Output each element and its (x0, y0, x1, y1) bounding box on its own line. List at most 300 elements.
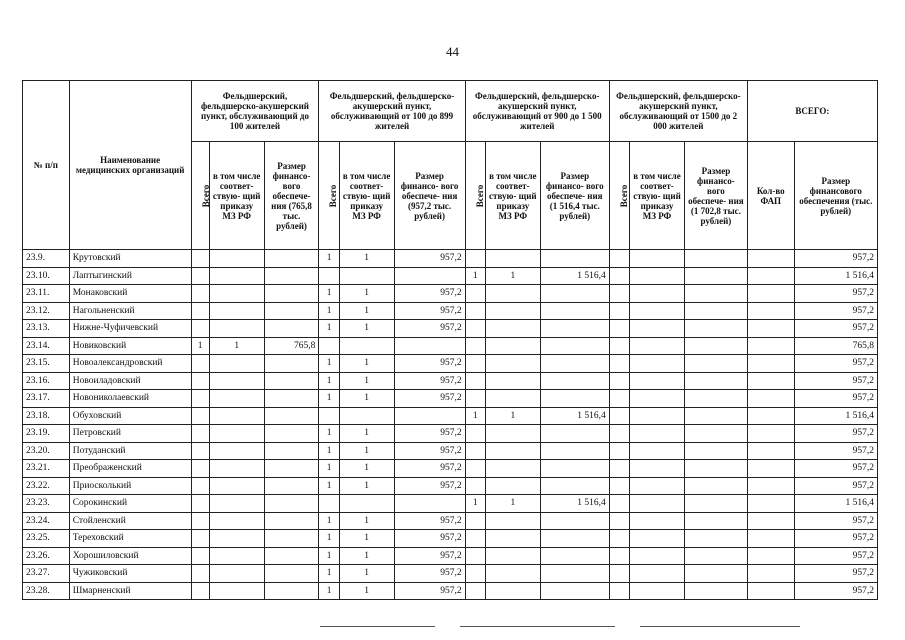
row-cell (630, 372, 685, 390)
row-cell: 957,2 (794, 302, 877, 320)
row-cell: 1 (339, 250, 394, 268)
row-cell (609, 250, 629, 268)
table-row (23, 582, 878, 600)
row-cell (191, 302, 209, 320)
row-cell (339, 267, 394, 285)
row-cell (630, 565, 685, 583)
header-razmer-1: Размер финансо- вого обеспече- ния (765,8 тыс. рублей) (264, 142, 319, 250)
row-cell (465, 285, 485, 303)
row-organization-name: Стойленский (69, 512, 191, 530)
row-cell (609, 337, 629, 355)
table-row (23, 372, 878, 390)
row-cell (191, 495, 209, 513)
row-cell: 957,2 (794, 565, 877, 583)
row-cell (684, 442, 747, 460)
row-cell (630, 337, 685, 355)
row-cell: 1 (319, 355, 339, 373)
header-vsego-2: Всего (319, 142, 339, 250)
row-cell (209, 407, 264, 425)
row-cell (540, 372, 609, 390)
row-cell (209, 495, 264, 513)
row-cell: 1 (191, 337, 209, 355)
row-cell (264, 390, 319, 408)
row-cell (264, 320, 319, 338)
header-vtom-2: в том числе соответ- ствую- щий приказу МЗ РФ (339, 142, 394, 250)
row-cell (191, 267, 209, 285)
row-cell: 1 516,4 (540, 407, 609, 425)
row-cell: 957,2 (394, 547, 465, 565)
row-organization-name: Обуховский (69, 407, 191, 425)
row-cell (485, 565, 540, 583)
row-cell (485, 460, 540, 478)
row-number: 23.11. (23, 285, 70, 303)
row-cell: 1 (465, 495, 485, 513)
row-cell: 957,2 (794, 582, 877, 600)
row-cell (747, 442, 794, 460)
row-cell (485, 285, 540, 303)
row-cell (264, 547, 319, 565)
row-cell: 1 (339, 547, 394, 565)
row-cell (209, 355, 264, 373)
row-cell: 957,2 (394, 565, 465, 583)
table-header (23, 81, 878, 250)
row-cell: 957,2 (394, 355, 465, 373)
row-cell: 1 (319, 302, 339, 320)
header-group-2: Фельдшерский, фельдшерско-акушерский пункт, обслуживающий от 100 до 899 жителей (319, 81, 465, 142)
row-number: 23.13. (23, 320, 70, 338)
row-cell (209, 565, 264, 583)
row-cell (684, 495, 747, 513)
row-cell (684, 320, 747, 338)
row-cell: 957,2 (794, 512, 877, 530)
row-cell: 765,8 (794, 337, 877, 355)
row-cell: 957,2 (394, 582, 465, 600)
header-vtom-4: в том числе соответ- ствую- щий приказу МЗ РФ (630, 142, 685, 250)
row-cell (684, 530, 747, 548)
row-cell (630, 582, 685, 600)
row-number: 23.19. (23, 425, 70, 443)
row-cell (684, 407, 747, 425)
row-cell (609, 495, 629, 513)
row-cell (609, 460, 629, 478)
table-row (23, 477, 878, 495)
row-cell: 957,2 (394, 372, 465, 390)
row-cell (630, 460, 685, 478)
row-cell (684, 372, 747, 390)
row-cell: 1 (465, 267, 485, 285)
row-cell: 957,2 (394, 302, 465, 320)
row-cell: 1 (339, 530, 394, 548)
row-cell: 1 (339, 582, 394, 600)
row-number: 23.22. (23, 477, 70, 495)
row-cell (264, 425, 319, 443)
row-cell: 1 (319, 442, 339, 460)
row-cell (609, 565, 629, 583)
row-cell (630, 442, 685, 460)
row-cell (609, 530, 629, 548)
row-cell (684, 337, 747, 355)
row-cell (684, 302, 747, 320)
row-cell (609, 547, 629, 565)
row-cell: 1 (319, 477, 339, 495)
row-cell (394, 407, 465, 425)
row-cell (684, 547, 747, 565)
row-cell (264, 477, 319, 495)
table-row (23, 337, 878, 355)
row-cell (747, 460, 794, 478)
row-cell (485, 250, 540, 268)
row-cell (191, 425, 209, 443)
row-cell (209, 582, 264, 600)
row-cell (747, 512, 794, 530)
row-cell (609, 390, 629, 408)
row-cell (747, 582, 794, 600)
row-cell (485, 355, 540, 373)
row-organization-name: Нижне-Чуфичевский (69, 320, 191, 338)
row-cell: 957,2 (394, 250, 465, 268)
row-cell: 1 (339, 565, 394, 583)
financing-table (22, 80, 878, 600)
row-cell (747, 320, 794, 338)
row-cell (465, 425, 485, 443)
header-razmer-2: Размер финансо- вого обеспече- ния (957,2 тыс. рублей) (394, 142, 465, 250)
row-cell: 1 (485, 267, 540, 285)
row-number: 23.20. (23, 442, 70, 460)
header-vsego-1: Всего (191, 142, 209, 250)
row-cell: 1 (319, 512, 339, 530)
row-cell (609, 372, 629, 390)
row-organization-name: Крутовский (69, 250, 191, 268)
row-cell (485, 512, 540, 530)
table-row (23, 302, 878, 320)
row-number: 23.12. (23, 302, 70, 320)
row-cell: 1 (339, 302, 394, 320)
row-cell (191, 390, 209, 408)
row-cell (485, 477, 540, 495)
row-cell: 1 (485, 495, 540, 513)
row-cell (264, 372, 319, 390)
row-cell (319, 407, 339, 425)
table-row (23, 530, 878, 548)
row-cell: 957,2 (394, 512, 465, 530)
row-cell (747, 372, 794, 390)
row-number: 23.16. (23, 372, 70, 390)
row-cell: 1 516,4 (794, 495, 877, 513)
row-number: 23.25. (23, 530, 70, 548)
table-row (23, 390, 878, 408)
header-razmer-4: Размер финансо- вого обеспече- ния (1 702,8 тыс. рублей) (684, 142, 747, 250)
row-cell (264, 495, 319, 513)
row-cell (465, 512, 485, 530)
row-cell (209, 460, 264, 478)
row-cell (630, 320, 685, 338)
row-cell: 957,2 (794, 285, 877, 303)
row-number: 23.23. (23, 495, 70, 513)
row-cell (264, 302, 319, 320)
row-cell (630, 267, 685, 285)
row-cell (747, 407, 794, 425)
row-organization-name: Шмарненский (69, 582, 191, 600)
table-row (23, 495, 878, 513)
row-cell (485, 547, 540, 565)
row-cell (540, 460, 609, 478)
row-cell: 957,2 (794, 547, 877, 565)
row-cell (191, 442, 209, 460)
header-group-1: Фельдшерский, фельдшерско-акушерский пункт, обслуживающий до 100 жителей (191, 81, 319, 142)
row-cell: 957,2 (794, 390, 877, 408)
row-cell: 1 (209, 337, 264, 355)
row-cell: 1 (319, 320, 339, 338)
row-cell: 1 (319, 565, 339, 583)
row-cell (465, 355, 485, 373)
header-num: № п/п (23, 81, 70, 250)
row-cell (191, 355, 209, 373)
row-cell: 1 516,4 (540, 267, 609, 285)
row-cell (630, 425, 685, 443)
table-row (23, 285, 878, 303)
row-cell (394, 495, 465, 513)
row-cell (684, 250, 747, 268)
row-cell (209, 530, 264, 548)
row-cell: 1 (339, 372, 394, 390)
row-cell (264, 512, 319, 530)
row-cell (485, 442, 540, 460)
row-cell (209, 390, 264, 408)
row-cell (609, 285, 629, 303)
row-cell: 957,2 (794, 250, 877, 268)
row-cell (191, 582, 209, 600)
header-razmer-3: Размер финансо- вого обеспече- ния (1 516,4 тыс. рублей) (540, 142, 609, 250)
header-group-3: Фельдшерский, фельдшерско-акушерский пункт, обслуживающий от 900 до 1 500 жителей (465, 81, 609, 142)
row-cell (540, 250, 609, 268)
row-cell: 1 (339, 285, 394, 303)
row-cell: 1 (319, 285, 339, 303)
row-cell (609, 302, 629, 320)
row-cell (630, 390, 685, 408)
row-cell (394, 337, 465, 355)
row-cell: 957,2 (794, 477, 877, 495)
row-cell (747, 530, 794, 548)
row-cell (747, 285, 794, 303)
row-cell (465, 372, 485, 390)
row-number: 23.21. (23, 460, 70, 478)
row-cell (630, 355, 685, 373)
row-cell (485, 582, 540, 600)
row-cell: 1 (319, 460, 339, 478)
row-cell: 1 (339, 425, 394, 443)
row-organization-name: Петровский (69, 425, 191, 443)
row-cell (747, 355, 794, 373)
row-cell (209, 425, 264, 443)
table-row (23, 407, 878, 425)
row-cell (264, 442, 319, 460)
header-total: ВСЕГО: (747, 81, 877, 142)
row-cell (264, 407, 319, 425)
row-cell (609, 355, 629, 373)
row-cell (394, 267, 465, 285)
row-cell (339, 337, 394, 355)
row-cell (191, 477, 209, 495)
row-cell (209, 250, 264, 268)
row-cell: 957,2 (394, 390, 465, 408)
row-cell (540, 355, 609, 373)
row-cell (747, 477, 794, 495)
header-vtom-3: в том числе соответ- ствую- щий приказу МЗ РФ (485, 142, 540, 250)
row-cell (264, 582, 319, 600)
row-cell (630, 477, 685, 495)
row-cell: 957,2 (794, 442, 877, 460)
row-cell (209, 267, 264, 285)
row-cell (630, 547, 685, 565)
row-organization-name: Чужиковский (69, 565, 191, 583)
row-organization-name: Приосколький (69, 477, 191, 495)
row-cell (609, 442, 629, 460)
row-cell (485, 530, 540, 548)
row-cell (339, 495, 394, 513)
row-organization-name: Монаковский (69, 285, 191, 303)
row-cell: 957,2 (394, 477, 465, 495)
row-cell (319, 267, 339, 285)
row-cell (747, 425, 794, 443)
table-row (23, 250, 878, 268)
header-vsego-3: Всего (465, 142, 485, 250)
row-cell (609, 582, 629, 600)
row-cell (264, 460, 319, 478)
row-cell (609, 425, 629, 443)
row-cell: 957,2 (794, 530, 877, 548)
row-number: 23.24. (23, 512, 70, 530)
row-organization-name: Преображенский (69, 460, 191, 478)
row-cell (465, 250, 485, 268)
row-number: 23.10. (23, 267, 70, 285)
row-cell (540, 477, 609, 495)
row-cell (630, 250, 685, 268)
table-body (23, 250, 878, 600)
row-cell (540, 390, 609, 408)
row-cell (485, 302, 540, 320)
row-number: 23.9. (23, 250, 70, 268)
row-cell (209, 320, 264, 338)
table-row (23, 460, 878, 478)
row-cell (191, 250, 209, 268)
row-cell: 1 (319, 547, 339, 565)
row-cell: 1 516,4 (540, 495, 609, 513)
row-cell (465, 320, 485, 338)
row-cell (684, 582, 747, 600)
row-cell: 1 (319, 372, 339, 390)
header-name: Наименование медицинских организаций (69, 81, 191, 250)
row-cell (747, 547, 794, 565)
row-cell (465, 302, 485, 320)
row-cell (465, 442, 485, 460)
row-cell (747, 267, 794, 285)
row-cell: 957,2 (794, 460, 877, 478)
row-cell: 957,2 (794, 425, 877, 443)
row-cell (630, 512, 685, 530)
row-cell (684, 477, 747, 495)
row-cell (191, 460, 209, 478)
row-cell: 957,2 (394, 285, 465, 303)
header-group-4: Фельдшерский, фельдшерско-акушерский пункт, обслуживающий от 1500 до 2 000 жителей (609, 81, 747, 142)
header-vtom-1: в том числе соответ- ствую- щий приказу МЗ РФ (209, 142, 264, 250)
row-cell (747, 565, 794, 583)
row-cell (540, 565, 609, 583)
row-number: 23.14. (23, 337, 70, 355)
row-cell (209, 285, 264, 303)
row-organization-name: Тереховский (69, 530, 191, 548)
row-cell: 1 (339, 477, 394, 495)
row-cell (209, 372, 264, 390)
row-cell (264, 565, 319, 583)
row-cell (264, 250, 319, 268)
row-cell (684, 460, 747, 478)
row-cell (540, 302, 609, 320)
row-cell (540, 582, 609, 600)
row-cell (191, 530, 209, 548)
row-cell (209, 442, 264, 460)
row-cell (684, 285, 747, 303)
row-cell (747, 337, 794, 355)
table-row (23, 565, 878, 583)
row-organization-name: Потуданский (69, 442, 191, 460)
row-cell (684, 425, 747, 443)
row-cell (209, 547, 264, 565)
row-cell (465, 565, 485, 583)
row-cell (465, 390, 485, 408)
header-total-razmer: Размер финансового обеспечения (тыс. рублей) (794, 142, 877, 250)
row-cell (319, 495, 339, 513)
row-cell (630, 407, 685, 425)
row-organization-name: Новоалександровский (69, 355, 191, 373)
row-cell (540, 285, 609, 303)
row-cell: 1 (319, 425, 339, 443)
row-cell (319, 337, 339, 355)
row-cell (485, 337, 540, 355)
row-cell (630, 495, 685, 513)
row-cell (540, 512, 609, 530)
row-cell (465, 530, 485, 548)
row-cell (485, 320, 540, 338)
row-cell: 1 (485, 407, 540, 425)
row-cell (485, 425, 540, 443)
row-number: 23.28. (23, 582, 70, 600)
row-cell (540, 337, 609, 355)
row-cell: 1 (319, 390, 339, 408)
row-cell: 957,2 (394, 460, 465, 478)
row-organization-name: Новоиладовский (69, 372, 191, 390)
page-number: 44 (446, 44, 459, 59)
table-row (23, 547, 878, 565)
row-cell (465, 460, 485, 478)
row-organization-name: Сорокинский (69, 495, 191, 513)
row-cell: 1 (339, 460, 394, 478)
row-cell (191, 565, 209, 583)
row-organization-name: Новониколаевский (69, 390, 191, 408)
row-cell: 1 (339, 320, 394, 338)
row-number: 23.26. (23, 547, 70, 565)
row-cell (465, 337, 485, 355)
table-row (23, 512, 878, 530)
table-row (23, 320, 878, 338)
row-cell: 1 (319, 250, 339, 268)
row-cell: 957,2 (794, 355, 877, 373)
row-cell (264, 285, 319, 303)
row-cell (264, 355, 319, 373)
row-cell (540, 425, 609, 443)
row-cell (209, 512, 264, 530)
row-cell (485, 390, 540, 408)
table-row (23, 355, 878, 373)
